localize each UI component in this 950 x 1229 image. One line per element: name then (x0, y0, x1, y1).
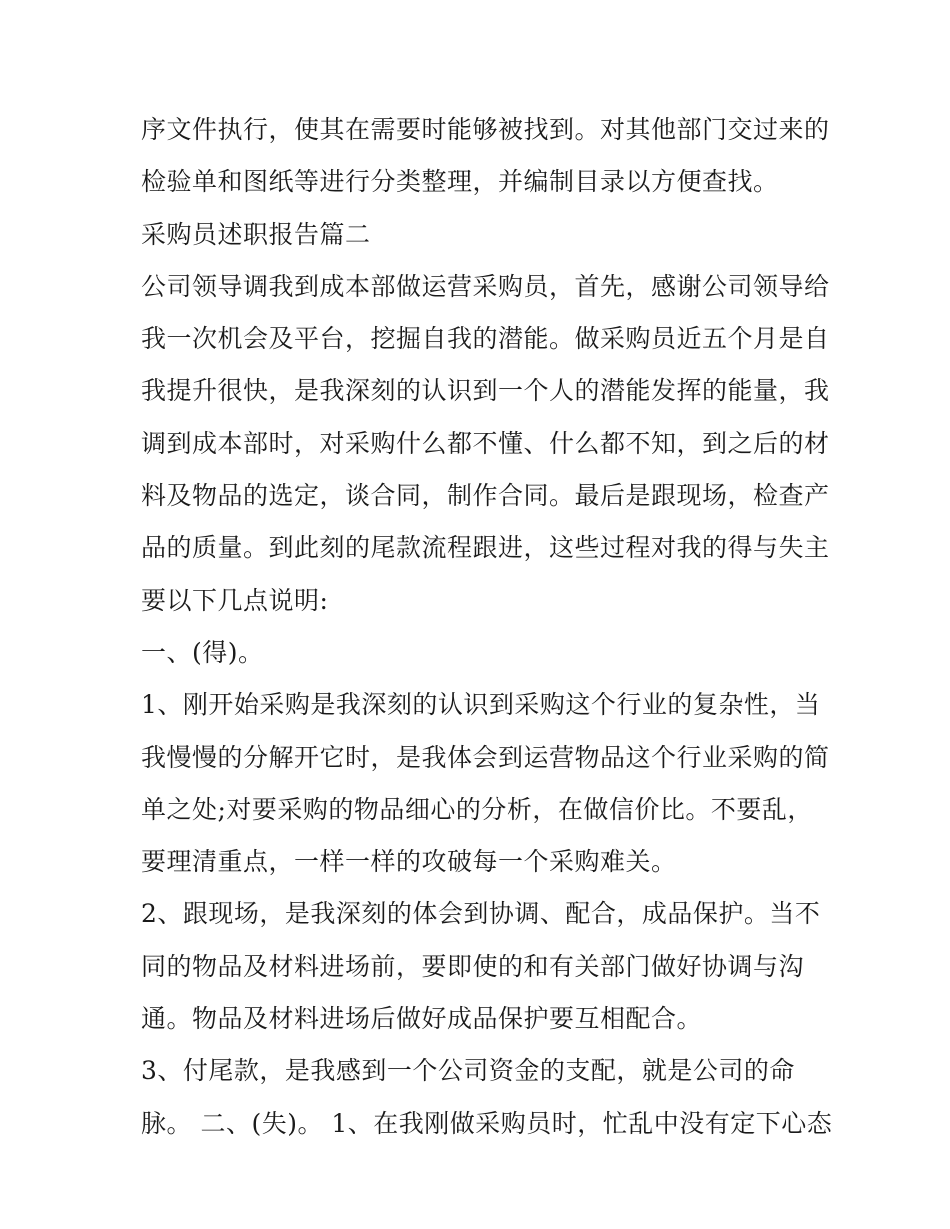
text-line: 要理清重点，一样一样的攻破每一个采购难关。 (141, 847, 677, 877)
text-line: 检验单和图纸等进行分类整理，并编制目录以方便查找。 (141, 167, 779, 197)
list-heading: 一、(得)。 (141, 637, 264, 667)
text-line: 单之处;对要采购的物品细心的分析，在做信价比。不要乱， (141, 794, 813, 824)
text-line: 同的物品及材料进场前，要即使的和有关部门做好协调与沟 (141, 951, 805, 981)
text-line: 品的质量。到此刻的尾款流程跟进，这些过程对我的得与失主 (141, 533, 830, 563)
text-line: 1、刚开始采购是我深刻的认识到采购这个行业的复杂性，当 (141, 690, 821, 720)
text-line: 我慢慢的分解开它时，是我体会到运营物品这个行业采购的简 (141, 742, 830, 772)
text-line: 2、跟现场，是我深刻的体会到协调、配合，成品保护。当不 (141, 899, 821, 929)
text-line: 调到成本部时，对采购什么都不懂、什么都不知，到之后的材 (141, 428, 830, 458)
text-line: 通。物品及材料进场后做好成品保护要互相配合。 (141, 1004, 703, 1034)
body-text (141, 104, 833, 1150)
text-line: 我提升很快，是我深刻的认识到一个人的潜能发挥的能量，我 (141, 376, 830, 406)
text-line: 序文件执行，使其在需要时能够被找到。对其他部门交过来的 (141, 115, 830, 144)
text-line: 我一次机会及平台，挖掘自我的潜能。做采购员近五个月是自 (141, 324, 830, 354)
section-heading: 采购员述职报告篇二 (141, 219, 371, 249)
text-line: 公司领导调我到成本部做运营采购员，首先，感谢公司领导给 (141, 271, 830, 301)
text-line: 脉。 二、(失)。 1、在我刚做采购员时，忙乱中没有定下心态 (141, 1108, 833, 1138)
text-line: 料及物品的选定，谈合同，制作合同。最后是跟现场，检查产 (141, 481, 830, 511)
text-line: 3、付尾款，是我感到一个公司资金的支配，就是公司的命 (141, 1056, 795, 1086)
text-line: 要以下几点说明: (141, 585, 329, 615)
